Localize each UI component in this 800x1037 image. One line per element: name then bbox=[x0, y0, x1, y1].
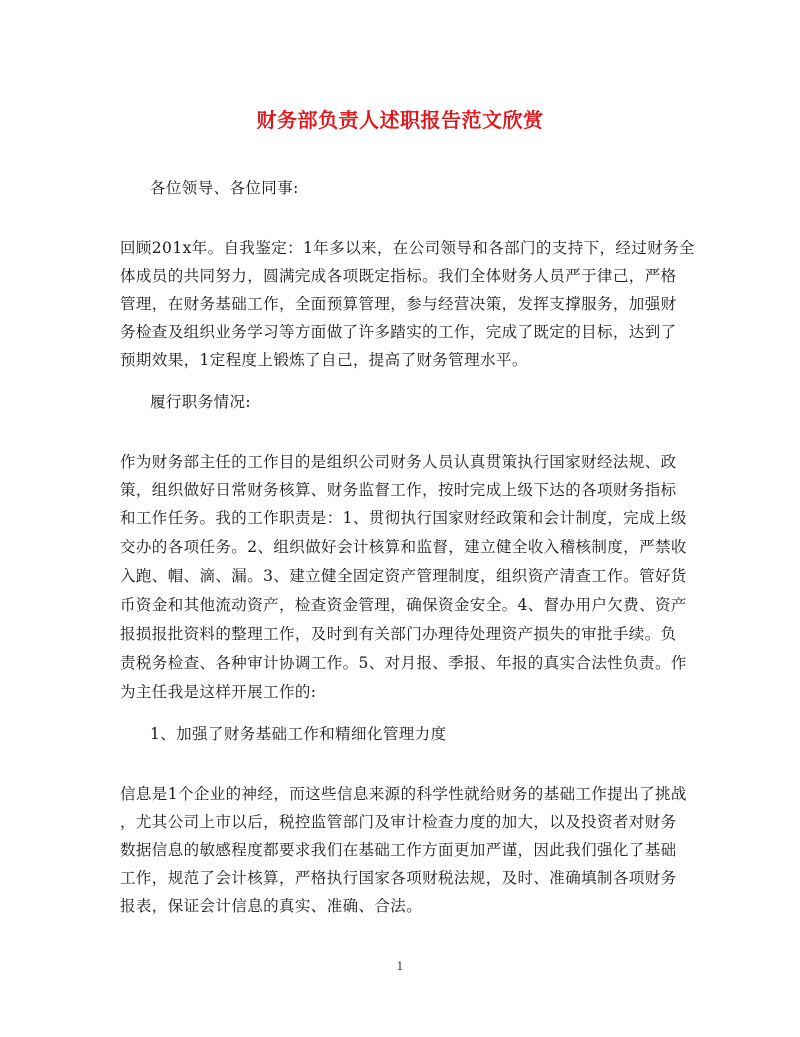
paragraph-3-line: 报表，保证会计信息的真实、准确、合法。 bbox=[120, 897, 423, 915]
paragraph-2-line: 交办的各项任务。2、组织做好会计核算和监督，建立健全收入稽核制度，严禁收 bbox=[120, 538, 687, 556]
paragraph-2-line: 报损报批资料的整理工作，及时到有关部门办理待处理资产损失的审批手续。负 bbox=[120, 625, 677, 643]
paragraph-3-line: 信息是1个企业的神经，而这些信息来源的科学性就给财务的基础工作提出了挑战 bbox=[120, 785, 687, 803]
paragraph-2-line: 策，组织做好日常财务核算、财务监督工作，按时完成上级下达的各项财务指标 bbox=[120, 481, 677, 499]
paragraph-3-line: 工作，规范了会计核算，严格执行国家各项财税法规，及时、准确填制各项财务 bbox=[120, 869, 677, 887]
paragraph-3-line: ，尤其公司上市以后，税控监管部门及审计检查力度的加大，以及投资者对财务 bbox=[120, 813, 677, 831]
greeting: 各位领导、各位同事: bbox=[150, 179, 299, 197]
document-title: 财务部负责人述职报告范文欣赏 bbox=[256, 108, 544, 132]
paragraph-2-line: 和工作任务。我的工作职责是：1、贯彻执行国家财经政策和会计制度，完成上级 bbox=[120, 509, 687, 527]
paragraph-1-line: 预期效果，1定程度上锻炼了自己，提高了财务管理水平。 bbox=[120, 351, 528, 369]
paragraph-1-line: 务检查及组织业务学习等方面做了许多踏实的工作，完成了既定的目标，达到了 bbox=[120, 323, 677, 341]
paragraph-1-line: 体成员的共同努力，圆满完成各项既定指标。我们全体财务人员严于律己，严格 bbox=[120, 267, 677, 285]
paragraph-3-line: 数据信息的敏感程度都要求我们在基础工作方面更加严谨，因此我们强化了基础 bbox=[120, 841, 677, 859]
paragraph-2-line: 作为财务部主任的工作目的是组织公司财务人员认真贯策执行国家财经法规、政 bbox=[120, 453, 677, 471]
section-heading-duties: 履行职务情况: bbox=[150, 393, 252, 411]
page-number: 1 bbox=[396, 960, 404, 973]
section-heading-basics: 1、加强了财务基础工作和精细化管理力度 bbox=[150, 725, 447, 743]
paragraph-1-line: 管理，在财务基础工作，全面预算管理，参与经营决策，发挥支撑服务，加强财 bbox=[120, 295, 677, 313]
paragraph-2-line: 责税务检查、各种审计协调工作。5、对月报、季报、年报的真实合法性负责。作 bbox=[120, 654, 687, 672]
paragraph-2-line: 币资金和其他流动资产，检查资金管理，确保资金安全。4、督办用户欠费、资产 bbox=[120, 596, 687, 614]
paragraph-1-line: 回顾201x年。自我鉴定：1年多以来，在公司领导和各部门的支持下，经过财务全 bbox=[120, 239, 695, 257]
paragraph-2-line: 入跑、帽、滴、漏。3、建立健全固定资产管理制度，组织资产清查工作。管好货 bbox=[120, 567, 687, 585]
paragraph-2-line: 为主任我是这样开展工作的: bbox=[120, 683, 317, 701]
